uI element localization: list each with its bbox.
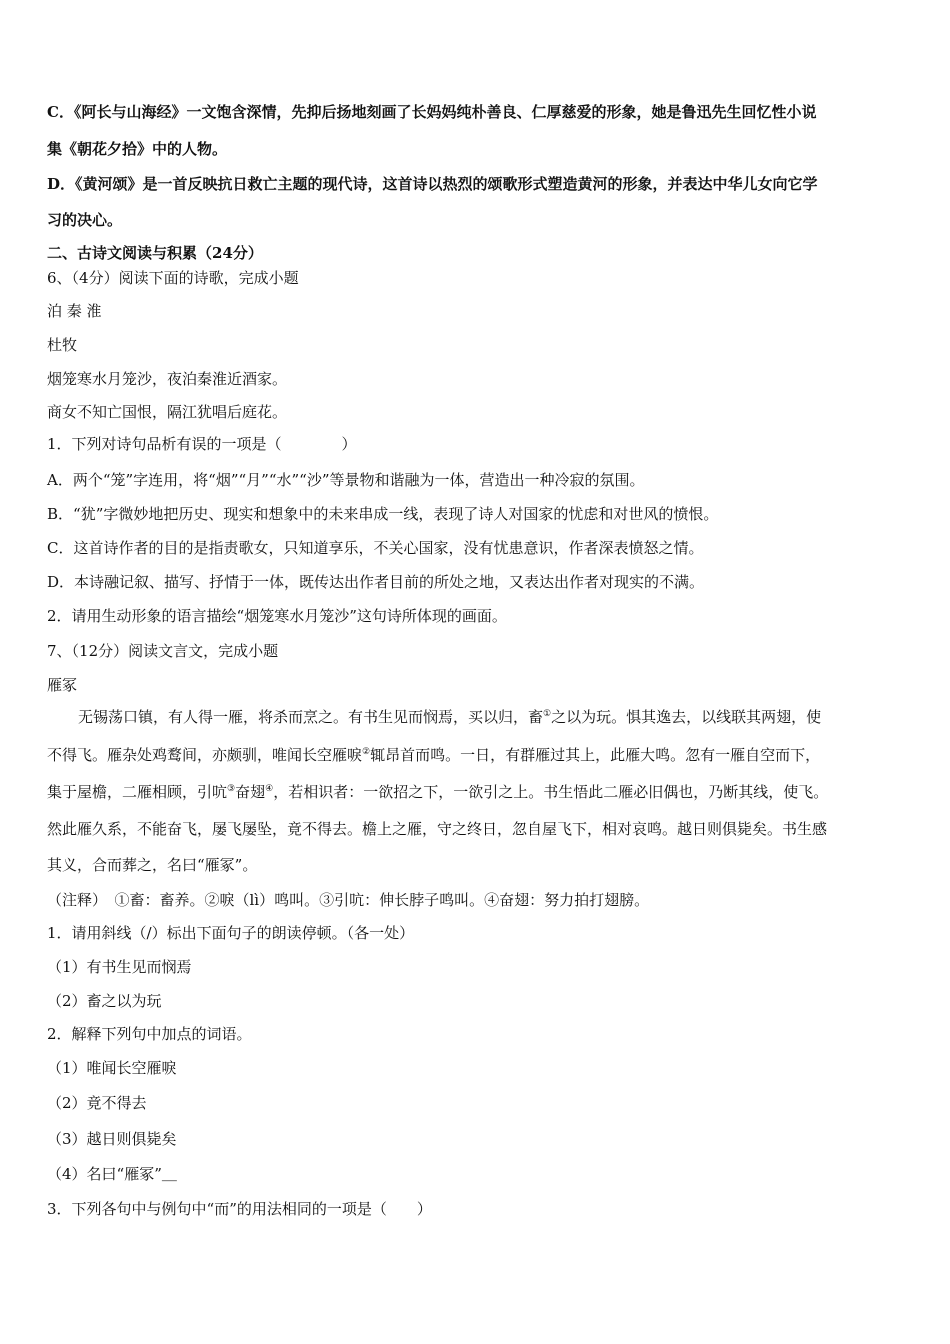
poem-line-1: 烟笼寒水月笼沙，夜泊秦淮近酒家。 [47,370,288,388]
q6-option-c: C．这首诗作者的目的是指责歌女，只知道享乐，不关心国家，没有忧患意识，作者深表愤怒之情。 [47,539,704,557]
annotation: （注释） ①畜：畜养。②唳（lì）鸣叫。③引吭：伸长脖子鸣叫。④奋翅：努力拍打翅膀。 [47,891,650,909]
poem-author: 杜牧 [47,336,78,354]
option-c-line1: C．《阿长与山海经》一文饱含深情，先抑后扬地刻画了长妈妈纯朴善良、仁厚慈爱的形象，她是鲁迅先生回忆性小说 [47,103,817,121]
option-c-line2: 集《朝花夕拾》中的人物。 [47,140,228,158]
passage-line-4: 然此雁久系，不能奋飞，屡飞屡坠，竟不得去。檐上之雁，守之终日，忽自屋飞下，相对哀鸣。越日则俱毙矣。书生感 [47,820,828,838]
q7-sub2-item1: （1）唯闻长空雁唳 [47,1059,177,1077]
q7-sub2-item2: （2）竟不得去 [47,1094,147,1112]
note-marker-3: ③ [227,784,236,794]
question-6-sub2: 2．请用生动形象的语言描绘“烟笼寒水月笼沙”这句诗所体现的画面。 [47,607,507,625]
passage-line-5: 其义，合而葬之，名曰“雁冢”。 [47,856,258,874]
question-6-sub1: 1．下列对诗句品析有误的一项是（ ） [47,435,357,453]
q7-sub1-item1: （1）有书生见而悯焉 [47,958,192,976]
note-marker-4: ④ [265,784,274,794]
passage-line-1: 无锡荡口镇，有人得一雁，将杀而烹之。有书生见而悯焉，买以归，畜①之以为玩。惧其逸去，以线联其两翅，使 [78,708,822,726]
q6-option-a: A．两个“笼”字连用，将“烟”“月”“水”“沙”等景物和谐融为一体，营造出一种冷寂的氛围。 [47,471,645,489]
q7-sub2: 2．解释下列句中加点的词语。 [47,1025,252,1043]
note-marker-2: ② [362,747,371,757]
note-marker-1: ① [543,709,552,719]
poem-title: 泊 秦 淮 [47,302,102,320]
q7-sub2-item3: （3）越日则俱毙矣 [47,1130,177,1148]
passage-title: 雁冢 [47,676,78,694]
passage-line-2: 不得飞。雁杂处鸡鹜间，亦颇驯，唯闻长空雁唳②辄昂首而鸣。一日，有群雁过其上，此雁大鸣。忽有一雁自空而下， [47,746,821,764]
q7-sub1: 1．请用斜线（/）标出下面句子的朗读停顿。（各一处） [47,924,415,942]
q7-sub3: 3．下列各句中与例句中“而”的用法相同的一项是（ ） [47,1200,432,1218]
section-heading: 二、古诗文阅读与积累（24分） [47,244,263,262]
passage-line-3: 集于屋檐，二雁相顾，引吭③奋翅④，若相识者：一欲招之下，一欲引之上。书生悟此二雁必旧偶也，乃断其线，使飞。 [47,783,829,801]
question-7-title: 7、（12分）阅读文言文，完成小题 [47,642,279,660]
option-d-line2: 习的决心。 [47,211,123,229]
poem-line-2: 商女不知亡国恨，隔江犹唱后庭花。 [47,403,288,421]
option-d-line1: D．《黄河颂》是一首反映抗日救亡主题的现代诗，这首诗以热烈的颂歌形式塑造黄河的形象，并表达中华儿女向它学 [47,175,818,193]
q6-option-b: B．“犹”字微妙地把历史、现实和想象中的未来串成一线，表现了诗人对国家的忧虑和对世风的愤恨。 [47,505,719,523]
question-6-title: 6、（4分）阅读下面的诗歌，完成小题 [47,269,299,287]
q7-sub1-item2: （2）畜之以为玩 [47,992,162,1010]
q6-option-d: D．本诗融记叙、描写、抒情于一体，既传达出作者目前的所处之地，又表达出作者对现实的不满。 [47,573,705,591]
q7-sub2-item4: （4）名曰“雁冢”＿ [47,1165,177,1183]
